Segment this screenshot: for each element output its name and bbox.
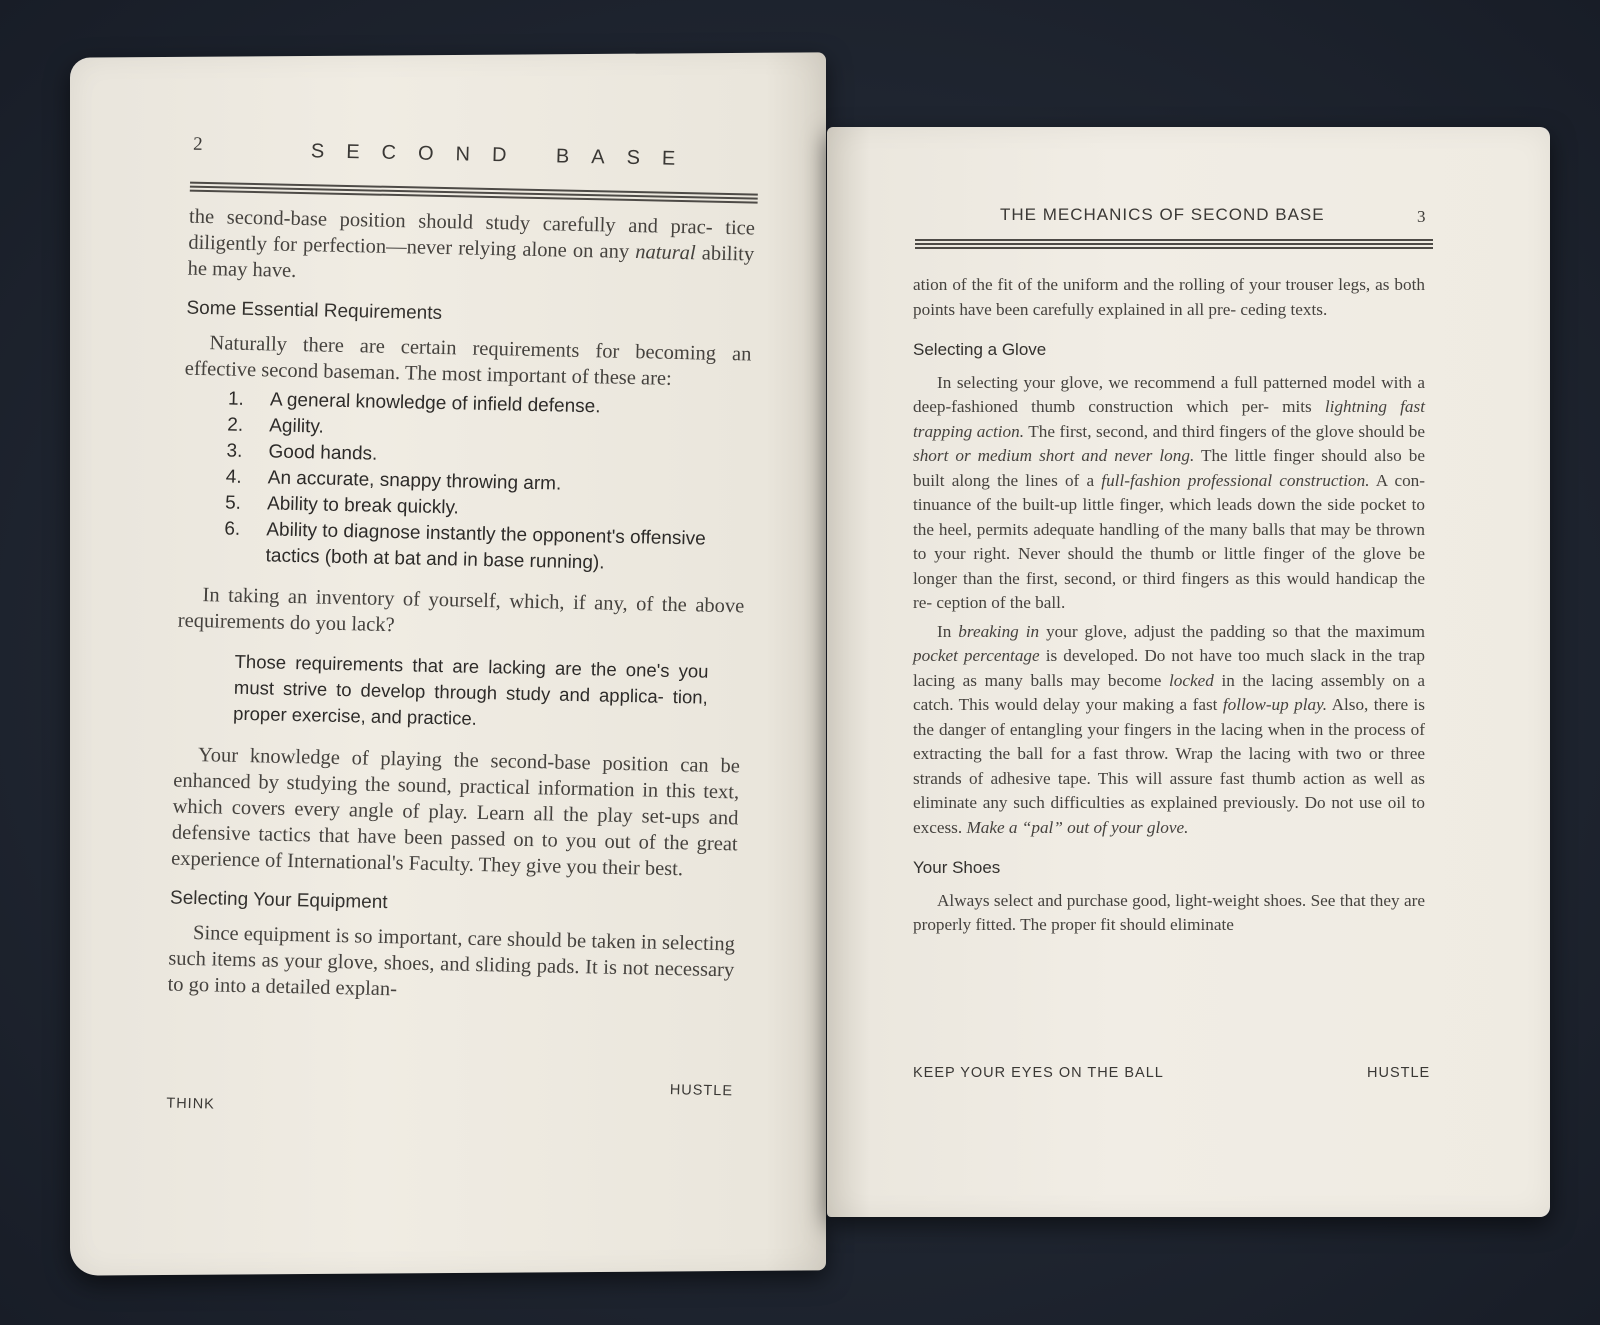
requirements-list <box>223 387 750 580</box>
continuation-paragraph: ation of the fit of the uniform and the rolling of your trouser legs, as both points have been carefully explained in all pre- ceding texts. <box>913 275 1425 319</box>
inventory-paragraph: In taking an inventory of yourself, which, if any, of the above requirements do you lack? <box>177 584 745 637</box>
requirement-text: Agility. <box>268 415 325 438</box>
header-rule <box>190 182 758 208</box>
requirement-text: Ability to diagnose instantly the opponent's offensive tactics (both at bat and in base running). <box>265 519 707 574</box>
requirement-number: 4. <box>225 466 242 488</box>
requirement-number: 3. <box>226 440 243 462</box>
left-body <box>167 204 755 1010</box>
equipment-paragraph: Since equipment is so important, care should be taken in selecting such items as your glove, shoes, and sliding pads. It is not necessary to go into a detailed explan- <box>167 922 736 1001</box>
requirement-number: 2. <box>226 414 244 436</box>
heading-glove: Selecting a Glove <box>913 340 1047 359</box>
glove-paragraph-2: In breaking in your glove, adjust the padding so that the maximum pocket percentage is developed. Do not have too much slack in the trap lacing as many balls may become locked in the lacing assembly on a catch. This would delay your making a fast follow-up play. Also, there is the danger of entangling your fingers in the lacing when in the process of extracting the ball for a fast throw. Wrap the lacing with two or three strands of adhesive tape. This will assure fast thumb action as well as eliminate any such difficulties as explained previously. Do not use oil to excess. Make a “pal” out of your glove. <box>913 621 1426 837</box>
requirement-item <box>223 517 746 580</box>
shoes-paragraph: Always select and purchase good, light-weight shoes. See that they are properly fitted. The proper fit should eliminate <box>913 890 1425 934</box>
footer-hustle: HUSTLE <box>669 1082 734 1100</box>
requirement-number: 1. <box>227 388 245 410</box>
heading-requirements: Some Essential Requirements <box>186 297 443 325</box>
running-title: THE MECHANICS OF SECOND BASE <box>1000 205 1325 224</box>
emphasis-paragraph: Those requirements that are lacking are the one's you must strive to develop through study and applica- tion, proper exercise, and practice. <box>232 650 709 729</box>
page-number: 3 <box>1417 207 1426 226</box>
footer-think: THINK <box>166 1095 216 1113</box>
requirement-number: 5. <box>224 492 242 514</box>
left-page <box>70 52 826 1275</box>
footer-keep-eyes: KEEP YOUR EYES ON THE BALL <box>913 1065 1164 1081</box>
requirement-text: A general knowledge of infield defense. <box>269 389 601 418</box>
heading-equipment: Selecting Your Equipment <box>169 887 388 914</box>
running-title: SECOND BASE <box>310 140 698 171</box>
footer-hustle: HUSTLE <box>1367 1065 1431 1081</box>
requirement-text: Ability to break quickly. <box>266 493 460 519</box>
requirements-intro: Naturally there are certain requirements for becoming an effective second baseman. The most important of these are: <box>184 332 752 390</box>
page-number: 2 <box>192 133 203 155</box>
intro-paragraph: the second-base position should study carefully and prac- tice diligently for perfection—never relying alone on any natural ability he may have. <box>187 205 756 282</box>
requirement-text: An accurate, snappy throwing arm. <box>267 467 562 495</box>
requirement-text: Good hands. <box>268 441 378 465</box>
requirement-number: 6. <box>224 518 241 540</box>
knowledge-paragraph: Your knowledge of playing the second-base position can be enhanced by studying the sound, practical information in this text, which covers every angle of play. Learn all the play set-ups and defensive tactics that have been passed on to you out of the great experience of International's Faculty. They give you their best. <box>170 744 741 881</box>
glove-paragraph-1: In selecting your glove, we recommend a full patterned model with a deep-fashioned thumb construction which per- mits lightning fast trapping action. The first, second, and third fingers of the glove should be short or medium short and never long. The little finger should also be built along the lines of a full-fashion professional construction. A con- tinuance of the built-up little finger, which leads down the side pocket to the heel, permits adequate handling of the many balls that may be thrown to your right. Never should the thumb or little finger of the glove be longer than the first, second, or third fingers as this would handicap the re- ception of the ball. <box>913 372 1426 612</box>
header-rule <box>915 239 1433 253</box>
right-page <box>827 127 1550 1217</box>
heading-shoes: Your Shoes <box>913 858 1001 877</box>
right-body <box>913 273 1425 938</box>
